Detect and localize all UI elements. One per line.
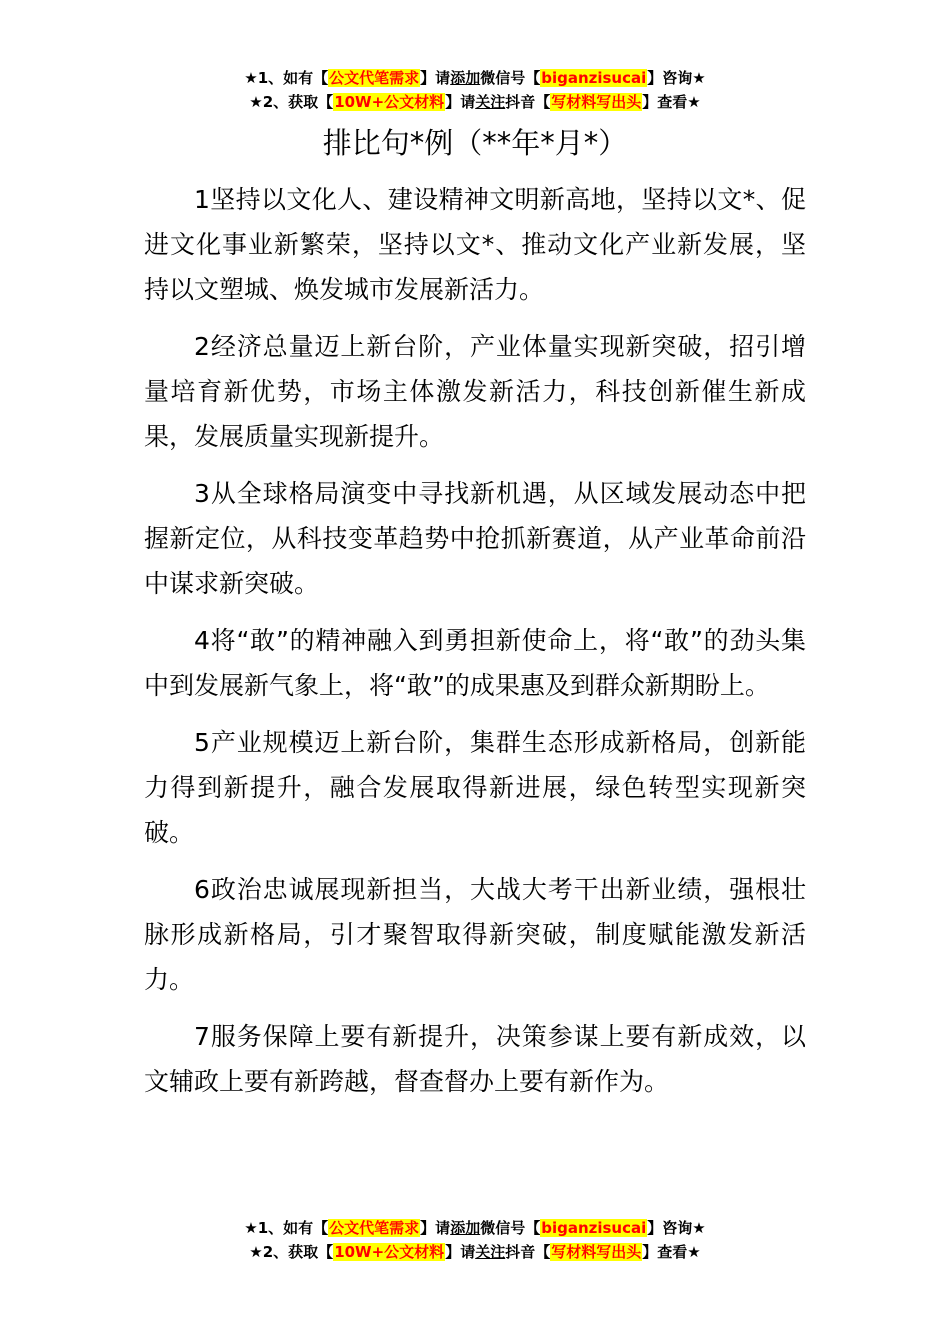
paragraph-3: 3从全球格局演变中寻找新机遇，从区域发展动态中把握新定位，从科技变革趋势中抢抓新赛道，从产业革命前沿中谋求新突破。 [144,479,806,598]
paragraph-2: 2经济总量迈上新台阶，产业体量实现新突破，招引增量培育新优势，市场主体激发新活力，科技创新催生新成果，发展质量实现新提升。 [144,332,806,451]
paragraph-1: 1坚持以文化人、建设精神文明新高地，坚持以文*、促进文化事业新繁荣，坚持以文*、推动文化产业新发展，坚持以文塑城、焕发城市发展新活力。 [144,185,806,304]
footer-banner [0,1216,950,1264]
banner-line-2: ★2、获取【10W+公文材料】请关注抖音【写材料写出头】查看★ [249,1243,701,1261]
highlight-materials: 10W+公文材料 [334,1243,445,1261]
header-banner [0,66,950,114]
douyin-account: 写材料写出头 [551,93,642,111]
banner-line-1: ★1、如有【公文代笔需求】请添加微信号【biganzisucai】咨询★ [244,69,706,87]
highlight-materials: 10W+公文材料 [334,93,445,111]
paragraph-5: 5产业规模迈上新台阶，集群生态形成新格局，创新能力得到新提升，融合发展取得新进展，绿色转型实现新突破。 [144,728,806,847]
document-title: 排比句*例（**年*月*） [322,126,628,160]
document-body [144,177,806,1116]
banner-line-2: ★2、获取【10W+公文材料】请关注抖音【写材料写出头】查看★ [249,93,701,111]
douyin-account: 写材料写出头 [551,1243,642,1261]
paragraph-6: 6政治忠诚展现新担当，大战大考干出新业绩，强根壮脉形成新格局，引才聚智取得新突破，制度赋能激发新活力。 [144,875,806,994]
wechat-id: biganzisucai [541,69,647,87]
highlight-service: 公文代笔需求 [329,1219,420,1237]
paragraph-4: 4将“敢”的精神融入到勇担新使命上，将“敢”的劲头集中到发展新气象上，将“敢”的成果惠及到群众新期盼上。 [144,626,806,700]
paragraph-7: 7服务保障上要有新提升，决策参谋上要有新成效，以文辅政上要有新跨越，督查督办上要有新作为。 [144,1022,806,1096]
banner-line-1: ★1、如有【公文代笔需求】请添加微信号【biganzisucai】咨询★ [244,1219,706,1237]
highlight-service: 公文代笔需求 [329,69,420,87]
wechat-id: biganzisucai [541,1219,647,1237]
